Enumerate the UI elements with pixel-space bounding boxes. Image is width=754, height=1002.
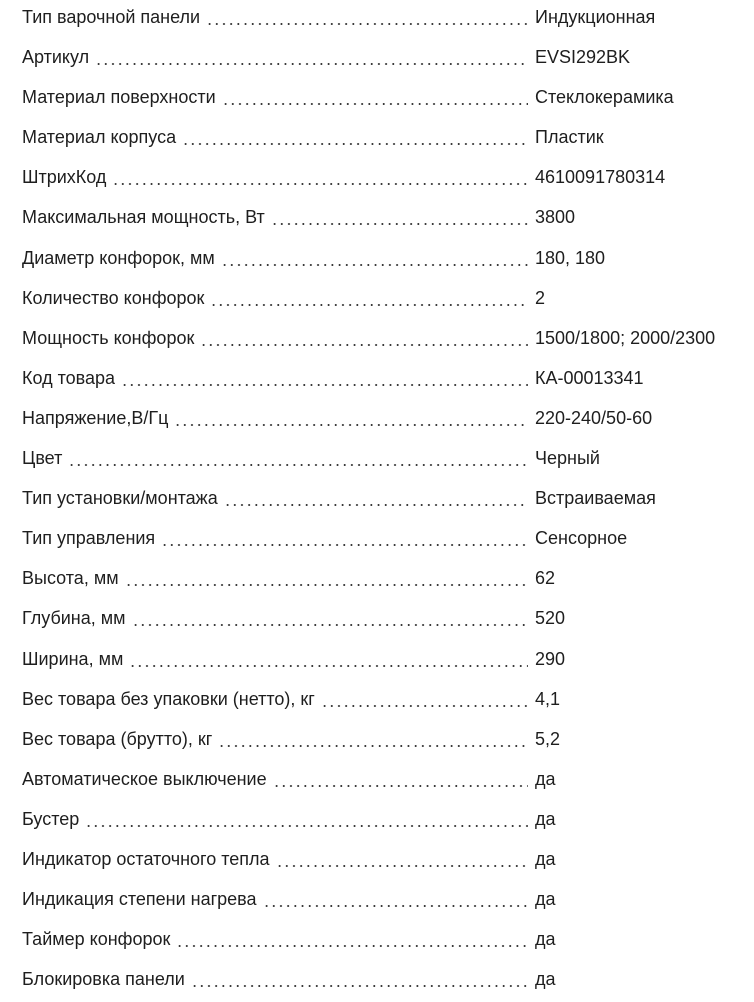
spec-name <box>22 327 528 349</box>
spec-name-label: ШтрихКод <box>22 166 112 188</box>
spec-name-label: Блокировка панели <box>22 968 191 990</box>
dotted-leader <box>132 624 528 626</box>
spec-name <box>22 527 528 549</box>
spec-name-label: Тип установки/монтажа <box>22 487 224 509</box>
spec-row <box>0 401 754 441</box>
spec-name-label: Диаметр конфорок, мм <box>22 247 221 269</box>
spec-value: КА-00013341 <box>535 367 644 388</box>
spec-row <box>0 0 754 40</box>
dotted-leader <box>161 544 528 546</box>
spec-name <box>22 86 528 108</box>
spec-name <box>22 928 528 950</box>
spec-name-label: Глубина, мм <box>22 607 132 629</box>
dotted-leader <box>200 344 528 346</box>
spec-name-label: Материал поверхности <box>22 86 222 108</box>
spec-value: да <box>535 889 556 910</box>
dotted-leader <box>271 223 528 225</box>
spec-name <box>22 567 528 589</box>
dotted-leader <box>224 504 528 506</box>
dotted-leader <box>321 705 528 707</box>
spec-row <box>0 481 754 521</box>
spec-row <box>0 882 754 922</box>
spec-value: EVSI292BK <box>535 47 631 68</box>
spec-name <box>22 206 528 228</box>
spec-row <box>0 722 754 762</box>
spec-name <box>22 46 528 68</box>
spec-name-label: Высота, мм <box>22 567 125 589</box>
spec-row <box>0 321 754 361</box>
spec-name <box>22 888 528 910</box>
spec-name <box>22 968 528 990</box>
spec-name <box>22 768 528 790</box>
dotted-leader <box>222 103 528 105</box>
spec-name <box>22 848 528 870</box>
spec-name <box>22 447 528 469</box>
spec-row <box>0 642 754 682</box>
dotted-leader <box>210 304 528 306</box>
dotted-leader <box>95 63 528 65</box>
spec-value: 4,1 <box>535 688 561 709</box>
spec-row <box>0 802 754 842</box>
spec-name <box>22 648 528 670</box>
spec-value: Стеклокерамика <box>535 87 674 108</box>
spec-value: да <box>535 929 556 950</box>
spec-name-label: Автоматическое выключение <box>22 768 273 790</box>
spec-row <box>0 160 754 200</box>
spec-value: 5,2 <box>535 728 561 749</box>
spec-name-label: Цвет <box>22 447 68 469</box>
spec-name-label: Код товара <box>22 367 121 389</box>
spec-value: 180, 180 <box>535 247 606 268</box>
dotted-leader <box>176 945 528 947</box>
dotted-leader <box>191 985 528 987</box>
spec-name-label: Вес товара без упаковки (нетто), кг <box>22 688 321 710</box>
spec-row <box>0 80 754 120</box>
spec-row <box>0 40 754 80</box>
dotted-leader <box>182 143 528 145</box>
spec-name-label: Напряжение,В/Гц <box>22 407 174 429</box>
dotted-leader <box>121 384 528 386</box>
spec-row <box>0 281 754 321</box>
spec-name-label: Количество конфорок <box>22 287 210 309</box>
spec-row <box>0 922 754 962</box>
spec-row <box>0 762 754 802</box>
spec-row <box>0 601 754 641</box>
spec-name <box>22 808 528 830</box>
spec-value: да <box>535 848 556 869</box>
spec-name <box>22 607 528 629</box>
spec-value: Сенсорное <box>535 528 628 549</box>
spec-name-label: Таймер конфорок <box>22 928 176 950</box>
spec-name-label: Ширина, мм <box>22 648 129 670</box>
spec-name-label: Бустер <box>22 808 85 830</box>
spec-name <box>22 367 528 389</box>
spec-name-label: Материал корпуса <box>22 126 182 148</box>
spec-name-label: Вес товара (брутто), кг <box>22 728 218 750</box>
dotted-leader <box>273 785 528 787</box>
spec-name-label: Максимальная мощность, Вт <box>22 206 271 228</box>
spec-name-label: Тип варочной панели <box>22 6 206 28</box>
spec-row <box>0 842 754 882</box>
spec-name <box>22 487 528 509</box>
spec-name <box>22 126 528 148</box>
spec-value: Индукционная <box>535 7 656 27</box>
spec-value: 290 <box>535 648 566 669</box>
spec-value: 62 <box>535 568 556 589</box>
spec-row <box>0 200 754 240</box>
spec-value: Встраиваемая <box>535 488 656 509</box>
spec-name <box>22 247 528 269</box>
spec-name-label: Тип управления <box>22 527 161 549</box>
spec-row <box>0 120 754 160</box>
spec-value: 220-240/50-60 <box>535 407 653 428</box>
spec-value: да <box>535 768 556 789</box>
dotted-leader <box>276 865 528 867</box>
spec-value: 3800 <box>535 207 576 228</box>
spec-name-label: Артикул <box>22 46 95 68</box>
spec-row <box>0 241 754 281</box>
dotted-leader <box>263 905 528 907</box>
dotted-leader <box>85 825 528 827</box>
spec-name <box>22 728 528 750</box>
dotted-leader <box>129 665 528 667</box>
spec-value: 2 <box>535 287 546 308</box>
spec-row <box>0 682 754 722</box>
spec-name-label: Мощность конфорок <box>22 327 200 349</box>
spec-row <box>0 521 754 561</box>
dotted-leader <box>218 745 528 747</box>
spec-row <box>0 561 754 601</box>
spec-value: Черный <box>535 448 600 469</box>
spec-name <box>22 6 528 28</box>
dotted-leader <box>221 264 528 266</box>
spec-value: 520 <box>535 608 566 629</box>
dotted-leader <box>125 584 528 586</box>
spec-value: да <box>535 969 556 990</box>
spec-value: 4610091780314 <box>535 167 666 188</box>
spec-name <box>22 287 528 309</box>
dotted-leader <box>206 23 528 25</box>
dotted-leader <box>68 464 528 466</box>
spec-value: Пластик <box>535 127 604 148</box>
spec-value: да <box>535 808 556 829</box>
spec-name-label: Индикация степени нагрева <box>22 888 263 910</box>
spec-row <box>0 962 754 1002</box>
spec-row <box>0 441 754 481</box>
dotted-leader <box>112 183 528 185</box>
spec-name <box>22 407 528 429</box>
spec-name <box>22 166 528 188</box>
spec-name-label: Индикатор остаточного тепла <box>22 848 276 870</box>
spec-name <box>22 688 528 710</box>
dotted-leader <box>174 424 528 426</box>
spec-row <box>0 361 754 401</box>
spec-value: 1500/1800; 2000/2300 <box>535 327 716 348</box>
